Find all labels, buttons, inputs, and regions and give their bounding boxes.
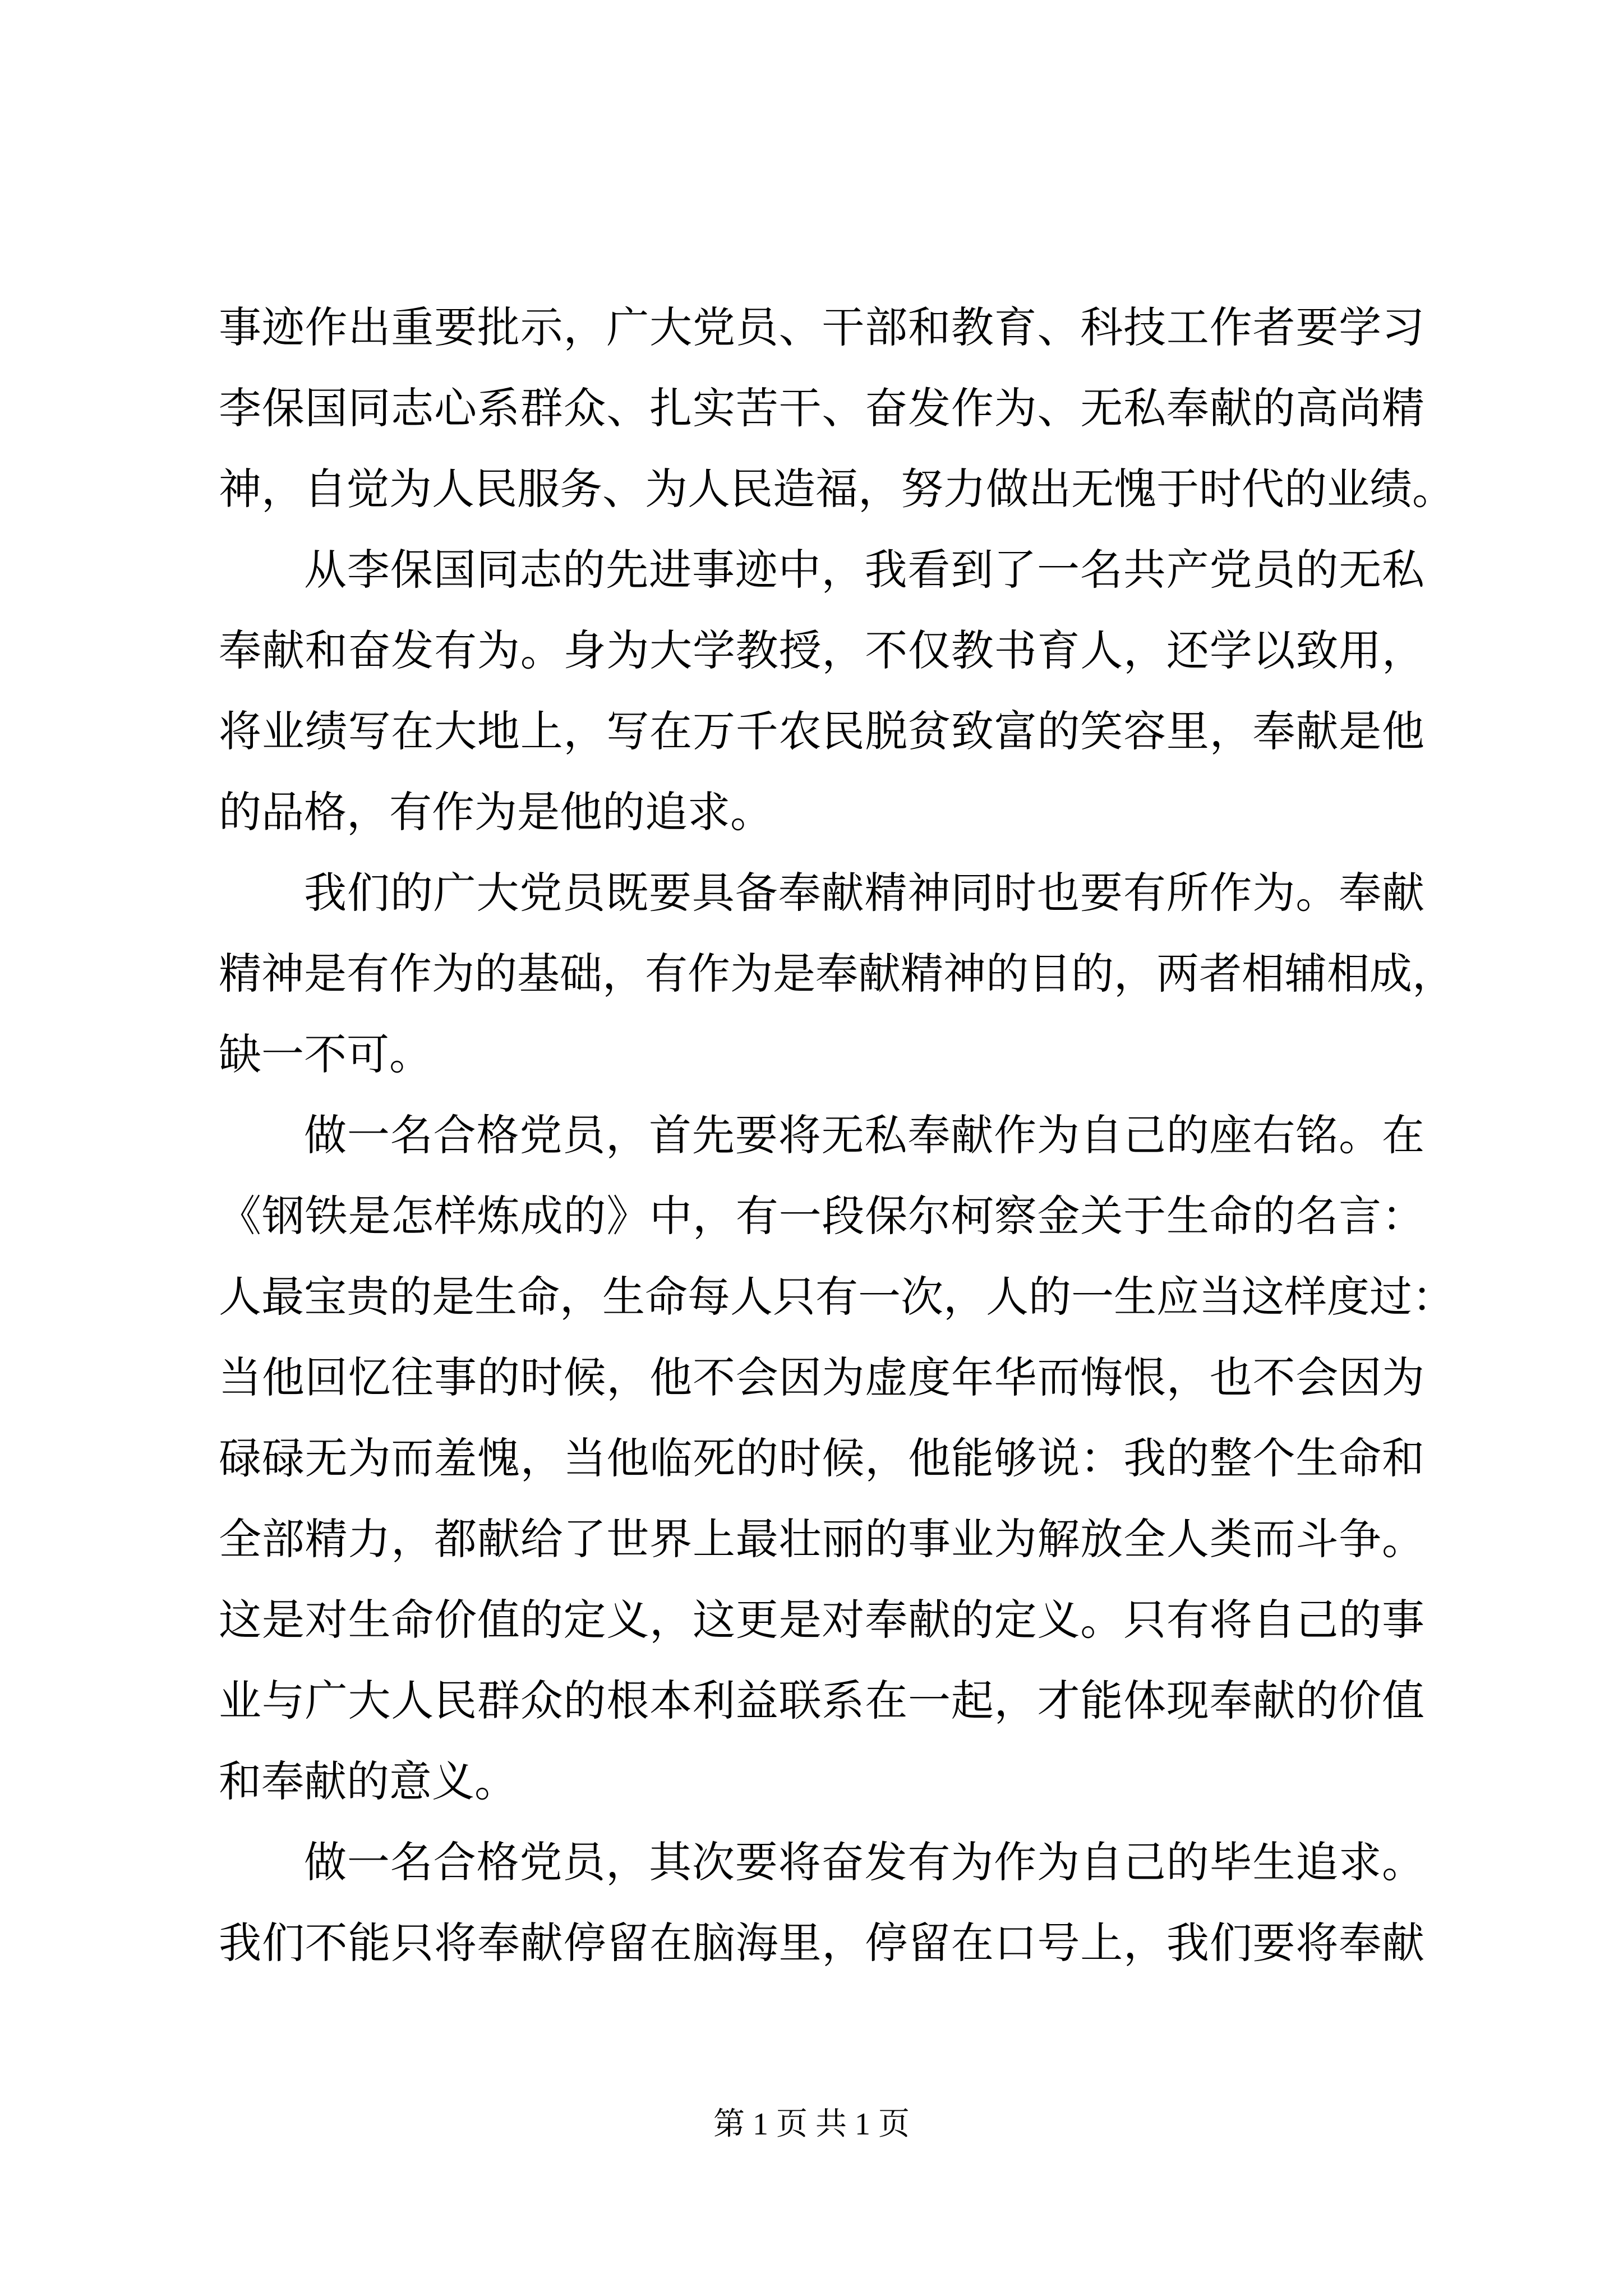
text-line: 做一名合格党员，首先要将无私奉献作为自己的座右铭。在	[304, 1110, 1424, 1160]
text-line: 和奉献的意义。	[219, 1756, 517, 1806]
text-line: 我们的广大党员既要具备奉献精神同时也要有所作为。奉献	[304, 868, 1424, 918]
text-line: 业与广大人民群众的根本利益联系在一起，才能体现奉献的价值	[219, 1676, 1424, 1726]
text-line: 精神是有作为的基础，有作为是奉献精神的目的，两者相辅相成，	[219, 949, 1455, 999]
text-line: 全部精力，都献给了世界上最壮丽的事业为解放全人类而斗争。	[219, 1514, 1424, 1564]
text-line: 《钢铁是怎样炼成的》中，有一段保尔柯察金关于生命的名言：	[219, 1191, 1424, 1241]
text-line: 神，自觉为人民服务、为人民造福，努力做出无愧于时代的业绩。	[219, 464, 1455, 514]
text-line: 事迹作出重要批示，广大党员、干部和教育、科技工作者要学习	[219, 302, 1424, 352]
text-line: 从李保国同志的先进事迹中，我看到了一名共产党员的无私	[304, 545, 1424, 595]
document-body	[219, 287, 1455, 1984]
text-line: 这是对生命价值的定义，这更是对奉献的定义。只有将自己的事	[219, 1595, 1424, 1645]
text-line: 当他回忆往事的时候，他不会因为虚度年华而悔恨，也不会因为	[219, 1352, 1424, 1402]
text-line: 将业绩写在大地上，写在万千农民脱贫致富的笑容里，奉献是他	[219, 706, 1424, 756]
text-line: 的品格，有作为是他的追求。	[219, 787, 773, 837]
text-line: 碌碌无为而羞愧，当他临死的时候，他能够说：我的整个生命和	[219, 1433, 1424, 1483]
page-footer: 第 1 页 共 1 页	[713, 2107, 910, 2142]
text-line: 我们不能只将奉献停留在脑海里，停留在口号上，我们要将奉献	[219, 1918, 1424, 1968]
text-line: 做一名合格党员，其次要将奋发有为作为自己的毕生追求。	[304, 1837, 1424, 1887]
text-line: 奉献和奋发有为。身为大学教授，不仅教书育人，还学以致用，	[219, 625, 1424, 675]
text-line: 李保国同志心系群众、扎实苦干、奋发作为、无私奉献的高尚精	[219, 383, 1424, 433]
text-line: 缺一不可。	[219, 1029, 432, 1079]
text-line: 人最宝贵的是生命，生命每人只有一次，人的一生应当这样度过：	[219, 1272, 1455, 1322]
